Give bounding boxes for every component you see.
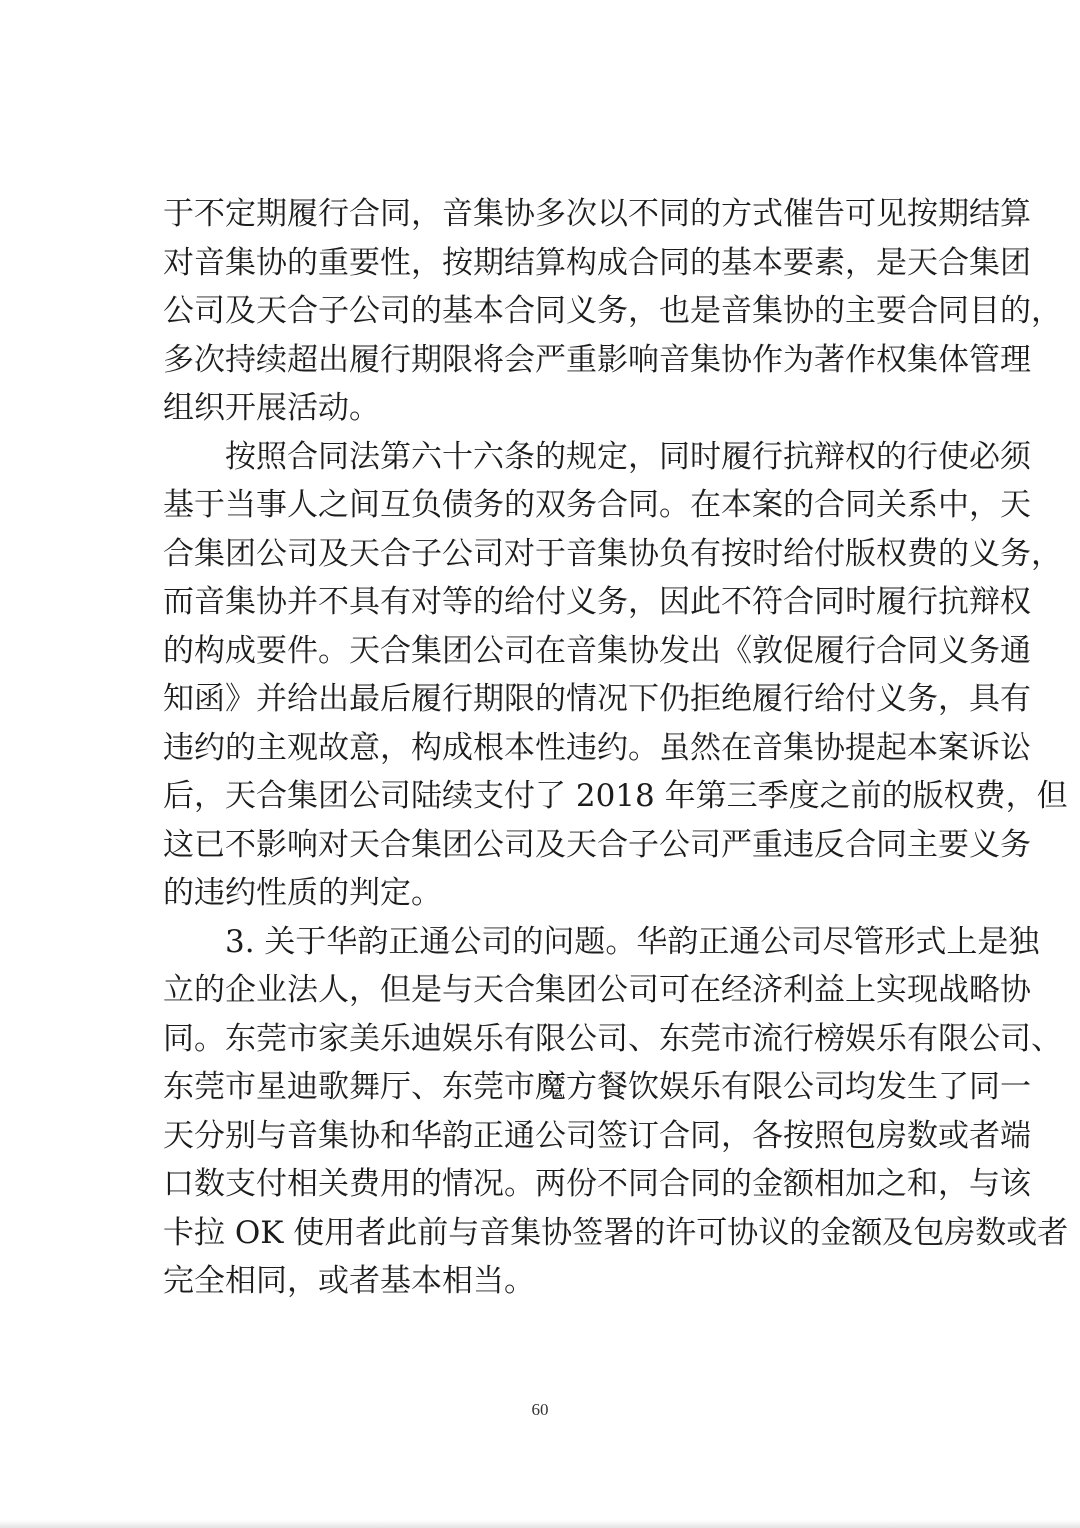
text-line-3: 公司及天合子公司的基本合同义务，也是音集协的主要合同目的， xyxy=(163,293,1062,329)
text-line-21: 口数支付相关费用的情况。两份不同合同的金额相加之和，与该 xyxy=(163,1166,1031,1202)
text-line-10: 的构成要件。天合集团公司在音集协发出《敦促履行合同义务通 xyxy=(163,632,1031,669)
text-line-12: 违约的主观故意，构成根本性违约。虽然在音集协提起本案诉讼 xyxy=(163,729,1031,766)
text-line-16: 3. 关于华韵正通公司的问题。华韵正通公司尽管形式上是独 xyxy=(163,923,1040,960)
text-line-2: 对音集协的重要性，按期结算构成合同的基本要素，是天合集团 xyxy=(163,244,1031,281)
text-line-9: 而音集协并不具有对等的给付义务，因此不符合同时履行抗辩权 xyxy=(163,584,1031,620)
page-number: 60 xyxy=(531,1400,549,1419)
text-line-22: 卡拉 OK 使用者此前与音集协签署的许可协议的金额及包房数或者 xyxy=(163,1214,1069,1251)
text-line-17: 立的企业法人，但是与天合集团公司可在经济利益上实现战略协 xyxy=(163,972,1031,1008)
body-text xyxy=(163,190,1069,1306)
text-line-8: 合集团公司及天合子公司对于音集协负有按时给付版权费的义务， xyxy=(163,535,1062,572)
text-line-4: 多次持续超出履行期限将会严重影响音集协作为著作权集体管理 xyxy=(163,341,1031,378)
text-line-23: 完全相同，或者基本相当。 xyxy=(163,1263,535,1299)
text-line-15: 的违约性质的判定。 xyxy=(163,875,442,911)
text-line-18: 同。东莞市家美乐迪娱乐有限公司、东莞市流行榜娱乐有限公司、 xyxy=(163,1020,1062,1057)
text-line-19: 东莞市星迪歌舞厅、东莞市魔方餐饮娱乐有限公司均发生了同一 xyxy=(163,1069,1031,1105)
text-line-5: 组织开展活动。 xyxy=(163,390,380,426)
text-line-7: 基于当事人之间互负债务的双务合同。在本案的合同关系中，天 xyxy=(163,487,1031,523)
text-line-14: 这已不影响对天合集团公司及天合子公司严重违反合同主要义务 xyxy=(163,826,1031,863)
text-line-20: 天分别与音集协和华韵正通公司签订合同，各按照包房数或者端 xyxy=(163,1117,1031,1154)
text-line-1: 于不定期履行合同，音集协多次以不同的方式催告可见按期结算 xyxy=(163,196,1031,232)
text-line-11: 知函》并给出最后履行期限的情况下仍拒绝履行给付义务，具有 xyxy=(163,681,1031,717)
text-line-13: 后，天合集团公司陆续支付了 2018 年第三季度之前的版权费，但 xyxy=(163,778,1068,814)
text-line-6: 按照合同法第六十六条的规定，同时履行抗辩权的行使必须 xyxy=(163,438,1031,475)
page-bottom-edge xyxy=(0,1520,1080,1528)
